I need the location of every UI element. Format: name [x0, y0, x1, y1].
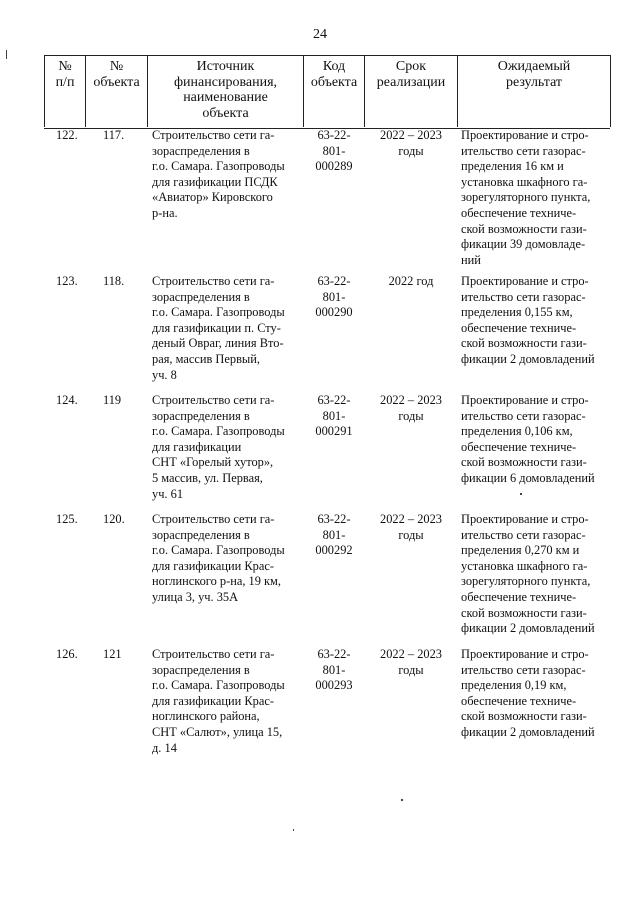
- term-cell: 2022 – 2023 годы: [380, 647, 442, 677]
- row-number: 122.: [56, 128, 78, 142]
- term-cell: 2022 – 2023 годы: [380, 128, 442, 158]
- object-number: 120.: [103, 512, 125, 526]
- object-number: 117.: [103, 128, 125, 142]
- result-cell: Проектирование и стро- ительство сети газорас- пределения 0,155 км, обеспечение техниче- ской возможности гази- фикации 2 домовладений: [461, 274, 595, 366]
- term-cell: 2022 год: [388, 274, 434, 288]
- code-cell: 63-22- 801- 000292: [315, 512, 353, 558]
- scan-mark: [293, 829, 294, 831]
- scan-mark: [520, 493, 522, 495]
- object-number: 119: [103, 393, 122, 407]
- code-cell: 63-22- 801- 000289: [315, 128, 353, 174]
- scan-mark: [401, 799, 403, 801]
- page-number: 24: [313, 27, 327, 42]
- result-cell: Проектирование и стро- ительство сети газорас- пределения 0,270 км и установка шкафного га- зорегуляторного пункта, обеспечение техниче- ской возможности гази- фикации 2 домовладений: [461, 512, 595, 636]
- code-cell: 63-22- 801- 000290: [315, 274, 353, 320]
- row-number: 126.: [56, 647, 78, 661]
- table-border-right: [610, 55, 611, 127]
- source-cell: Строительство сети га- зораспределения в г.о. Самара. Газопроводы для газификации п. Сту- деный Овраг, линия Вто- рая, массив Первый, уч. 8: [152, 274, 285, 382]
- header-term: Срок реализации: [376, 59, 446, 90]
- code-cell: 63-22- 801- 000293: [315, 647, 353, 693]
- source-cell: Строительство сети га- зораспределения в г.о. Самара. Газопроводы для газификации ПСДК «Авиатор» Кировского р-на.: [152, 128, 285, 220]
- row-number: 124.: [56, 393, 78, 407]
- source-cell: Строительство сети га- зораспределения в г.о. Самара. Газопроводы для газификации Крас- ноглинского р-на, 19 км, улица 3, уч. 35А: [152, 512, 285, 604]
- code-cell: 63-22- 801- 000291: [315, 393, 353, 439]
- object-number: 118.: [103, 274, 125, 288]
- result-cell: Проектирование и стро- ительство сети газорас- пределения 16 км и установка шкафного га- зорегуляторного пункта, обеспечение техниче- ской возможности гази- фикации 39 домовладе- ний: [461, 128, 591, 267]
- row-number: 125.: [56, 512, 78, 526]
- result-cell: Проектирование и стро- ительство сети газорас- пределения 0,19 км, обеспечение техниче- ской возможности гази- фикации 2 домовладений: [461, 647, 595, 739]
- source-cell: Строительство сети га- зораспределения в г.о. Самара. Газопроводы для газификации Крас- ноглинского района, СНТ «Салют», улица 15, д. 14: [152, 647, 285, 755]
- source-cell: Строительство сети га- зораспределения в г.о. Самара. Газопроводы для газификации СНТ «Горелый хутор», 5 массив, ул. Первая, уч. 61: [152, 393, 285, 501]
- header-result: Ожидаемый результат: [497, 59, 571, 90]
- scan-mark: [6, 50, 7, 59]
- result-cell: Проектирование и стро- ительство сети газорас- пределения 0,106 км, обеспечение техниче- ской возможности гази- фикации 6 домовладений: [461, 393, 595, 485]
- row-number: 123.: [56, 274, 78, 288]
- term-cell: 2022 – 2023 годы: [380, 393, 442, 423]
- term-cell: 2022 – 2023 годы: [380, 512, 442, 542]
- header-code: Код объекта: [310, 59, 358, 90]
- header-source: Источник финансирования, наименование объекта: [173, 59, 278, 121]
- object-number: 121: [103, 647, 122, 661]
- header-object-num: № объекта: [93, 59, 140, 90]
- header-num: № п/п: [55, 59, 75, 90]
